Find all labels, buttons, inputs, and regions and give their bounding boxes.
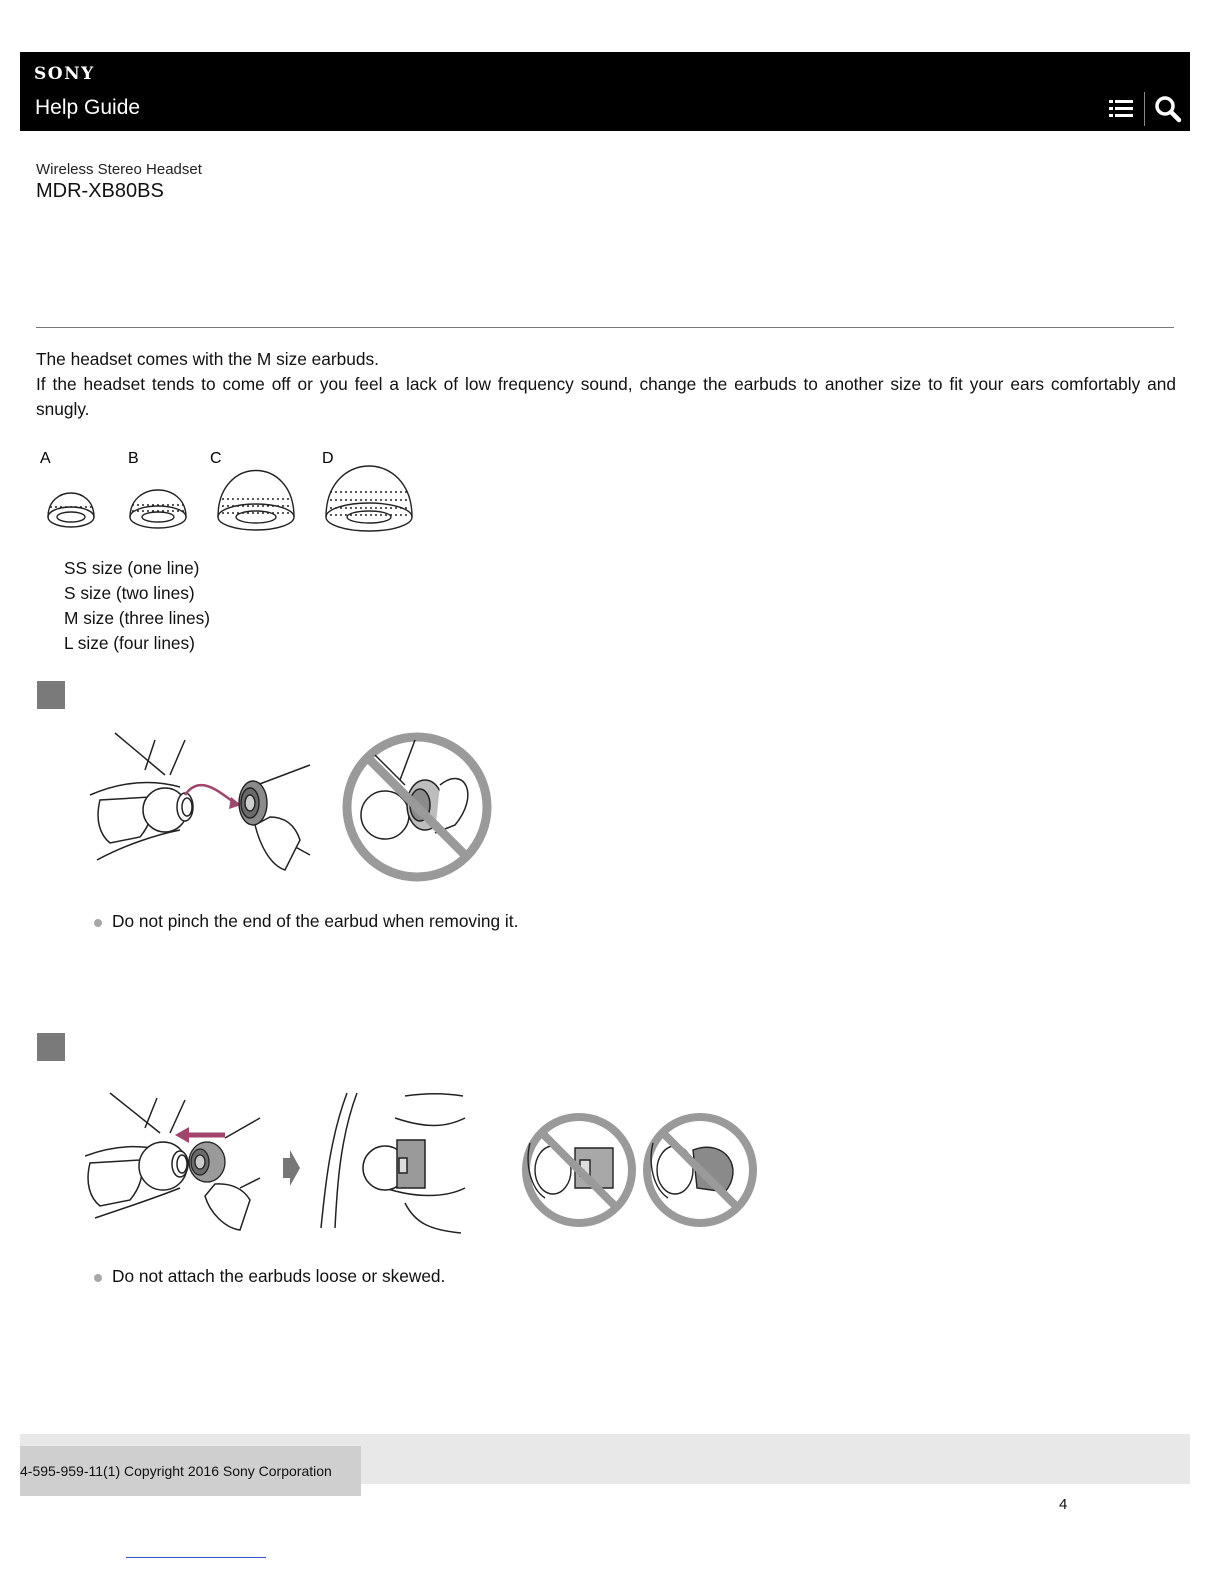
earbud-label-c: C (210, 450, 222, 467)
sony-logo: SONY (34, 64, 95, 84)
earbud-sizes-illustration (36, 445, 426, 540)
page-number: 4 (1059, 1496, 1068, 1513)
product-category: Wireless Stereo Headset (36, 161, 202, 178)
size-m: M size (three lines) (64, 608, 210, 628)
earbud-b (130, 490, 186, 528)
earbud-a (48, 493, 94, 527)
earbud-label-d: D (322, 450, 334, 467)
bottom-link-underline[interactable] (126, 1557, 266, 1558)
earbud-label-b: B (128, 450, 139, 467)
step-2-marker (37, 1033, 65, 1061)
size-ss: SS size (one line) (64, 558, 200, 578)
earbud-label-a: A (40, 450, 51, 467)
earbud-c (218, 471, 294, 531)
attach-earbud-illustration (85, 1088, 765, 1236)
help-guide-title[interactable]: Help Guide (35, 96, 141, 119)
step-1-note-text: Do not pinch the end of the earbud when removing it. (112, 911, 519, 931)
copyright-text: 4-595-959-11(1) Copyright 2016 Sony Corporation (20, 1446, 361, 1496)
list-menu-icon[interactable] (1105, 93, 1137, 125)
remove-earbud-illustration (85, 725, 505, 890)
bullet-icon (94, 1274, 102, 1282)
product-model: MDR-XB80BS (36, 180, 164, 202)
header-divider (1144, 92, 1145, 126)
footer (20, 1434, 1190, 1484)
intro-line-2: If the headset tends to come off or you feel a lack of low frequency sound, change the earbuds to another size to fit your ears comfortably and snugly. (36, 374, 1176, 419)
step-2-note-text: Do not attach the earbuds loose or skewed. (112, 1266, 446, 1286)
site-header (20, 52, 1190, 131)
bullet-icon (94, 919, 102, 927)
size-s: S size (two lines) (64, 583, 195, 603)
section-divider (36, 327, 1174, 328)
intro-text (36, 347, 1176, 422)
step-1-marker (37, 681, 65, 709)
step-1-note (94, 911, 518, 932)
earbud-d (326, 466, 412, 531)
intro-line-1: The headset comes with the M size earbuds. (36, 349, 379, 369)
step-2-note (94, 1266, 445, 1287)
size-l: L size (four lines) (64, 633, 195, 653)
earbud-size-list (64, 556, 210, 656)
search-icon[interactable] (1152, 93, 1184, 125)
